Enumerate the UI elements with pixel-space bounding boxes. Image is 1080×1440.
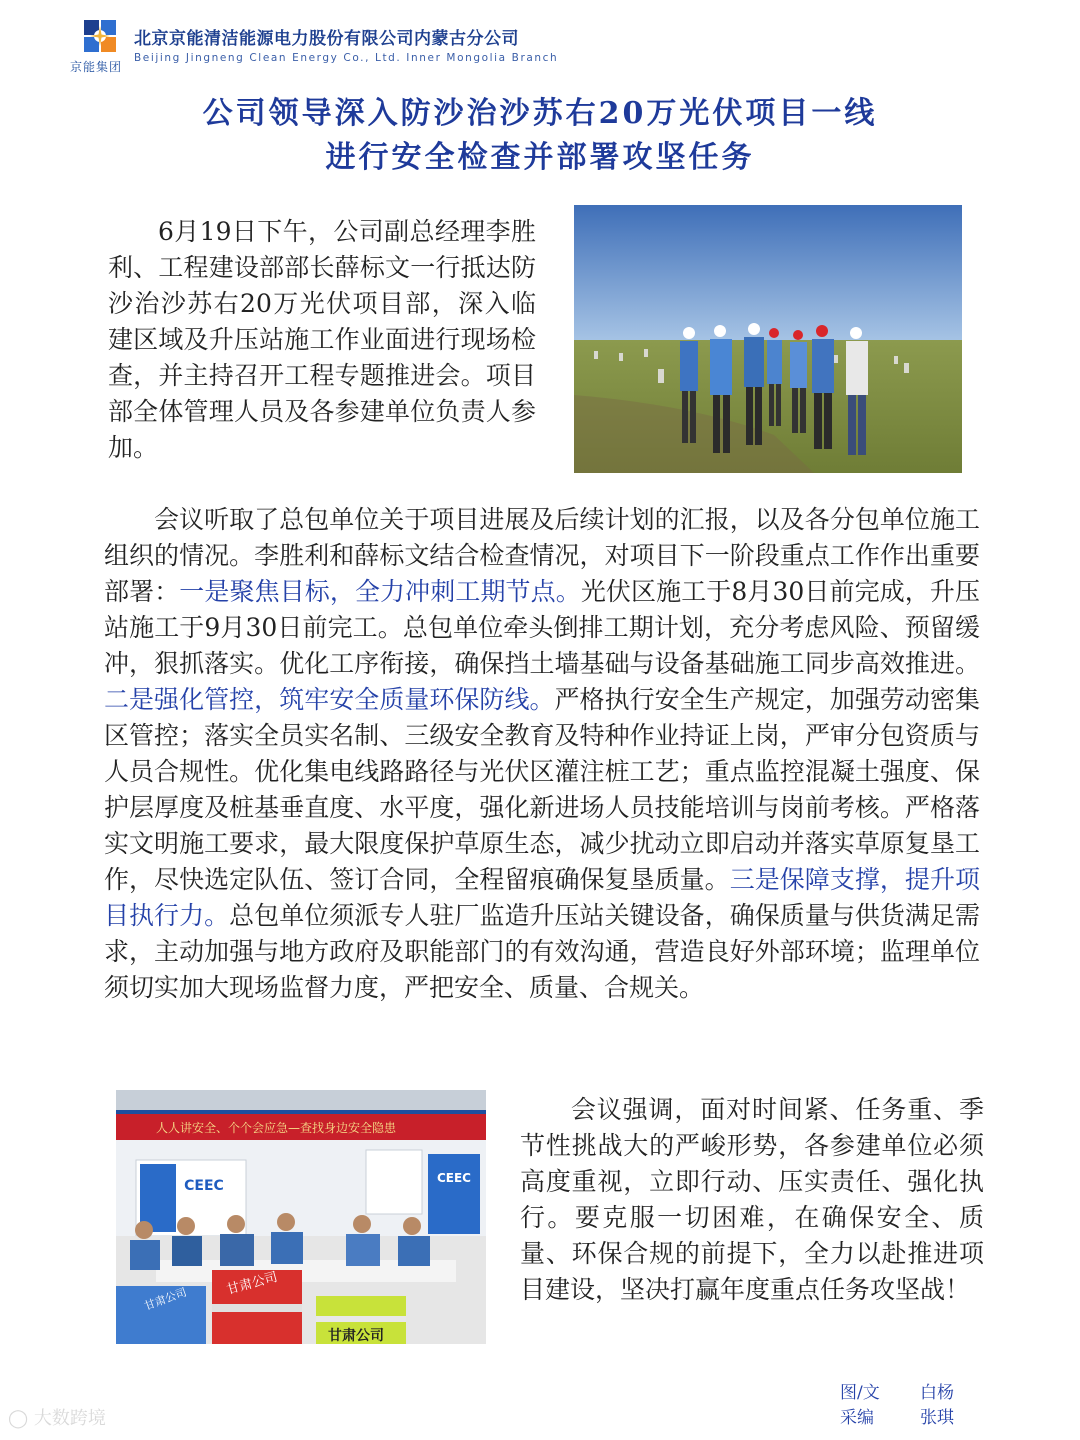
logo-label: 京能集团 bbox=[70, 60, 123, 74]
ceec-logo-left: CEEC bbox=[184, 1178, 224, 1194]
highlight-point-2: 二是强化管控，筑牢安全质量环保防线。 bbox=[104, 685, 555, 714]
vest-label-2: 甘肃公司 bbox=[225, 1269, 280, 1298]
meeting-photo bbox=[116, 1090, 486, 1344]
ceec-logo-right: CEEC bbox=[436, 1171, 472, 1185]
credit-photo-text-name: 白杨 bbox=[920, 1383, 954, 1403]
site-inspection-photo bbox=[574, 205, 962, 473]
paragraph-conclusion bbox=[520, 1092, 984, 1308]
deployment-text-1: 会议听取了总包单位关于项目进展及后续计划的汇报，以及各分包单位施工组织的情况。李胜利和薛标文结合检查情况，对项目下一阶段重点工作作出重要部署： bbox=[104, 505, 980, 606]
credit-photo-text-label: 图/文 bbox=[840, 1383, 880, 1403]
vest-label-1: 甘肃公司 bbox=[142, 1285, 189, 1313]
paragraph-deployment bbox=[104, 502, 980, 1006]
deployment-text-2: 光伏区施工于8月30日前完成，升压站施工于9月30日前完工。总包单位牵头倒排工期计划，充分考虑风险、预留缓冲，狠抓落实。优化工序衔接，确保挡土墙基础与设备基础施工同步高效推进。 bbox=[104, 577, 980, 678]
watermark-icon: ◯ bbox=[8, 1408, 29, 1429]
meeting-banner: 人人讲安全、个个会应急—查找身边安全隐患 bbox=[155, 1121, 397, 1135]
article-title-line1: 公司领导深入防沙治沙苏右20万光伏项目一线 bbox=[202, 96, 878, 131]
jingneng-logo-icon bbox=[82, 18, 118, 54]
highlight-point-3: 三是保障支撑，提升项目执行力。 bbox=[104, 865, 980, 930]
paragraph-conclusion-text: 会议强调，面对时间紧、任务重、季节性挑战大的严峻形势，各参建单位必须高度重视，立即行动、压实责任、强化执行。要克服一切困难，在确保安全、质量、环保合规的前提下，全力以赴推进项目建设，坚决打赢年度重点任务攻坚战！ bbox=[520, 1095, 984, 1304]
org-name-en: Beijing Jingneng Clean Energy Co., Ltd. Inner Mongolia Branch bbox=[134, 52, 559, 64]
page-header bbox=[70, 18, 670, 74]
org-name-cn: 北京京能清洁能源电力股份有限公司内蒙古分公司 bbox=[134, 29, 519, 49]
watermark bbox=[8, 1404, 106, 1430]
credit-editor-label: 采编 bbox=[840, 1408, 874, 1428]
vest-label-3: 甘肃公司 bbox=[328, 1328, 384, 1344]
article-title-line2: 进行安全检查并部署攻坚任务 bbox=[325, 140, 755, 175]
credit-editor-name: 张琪 bbox=[920, 1408, 954, 1428]
highlight-point-1: 一是聚焦目标，全力冲刺工期节点。 bbox=[179, 577, 581, 606]
paragraph-intro-text: 6月19日下午，公司副总经理李胜利、工程建设部部长薛标文一行抵达防沙治沙苏右20万光伏项目部，深入临建区域及升压站施工作业面进行现场检查，并主持召开工程专题推进会。项目部全体管理人员及各参建单位负责人参加。 bbox=[108, 217, 536, 462]
deployment-text-4: 总包单位须派专人驻厂监造升压站关键设备，确保质量与供货满足需求，主动加强与地方政府及职能部门的有效沟通，营造良好外部环境；监理单位须切实加大现场监督力度，严把安全、质量、合规关。 bbox=[104, 901, 980, 1002]
deployment-text-3: 严格执行安全生产规定，加强劳动密集区管控；落实全员实名制、三级安全教育及特种作业持证上岗，严审分包资质与人员合规性。优化集电线路路径与光伏区灌注桩工艺；重点监控混凝土强度、保护层厚度及桩基垂直度、水平度，强化新进场人员技能培训与岗前考核。严格落实文明施工要求，最大限度保护草原生态，减少扰动立即启动并落实草原复垦工作，尽快选定队伍、签订合同，全程留痕确保复垦质量。 bbox=[104, 685, 980, 894]
watermark-text: 大数跨境 bbox=[33, 1408, 106, 1429]
paragraph-intro bbox=[108, 214, 536, 466]
